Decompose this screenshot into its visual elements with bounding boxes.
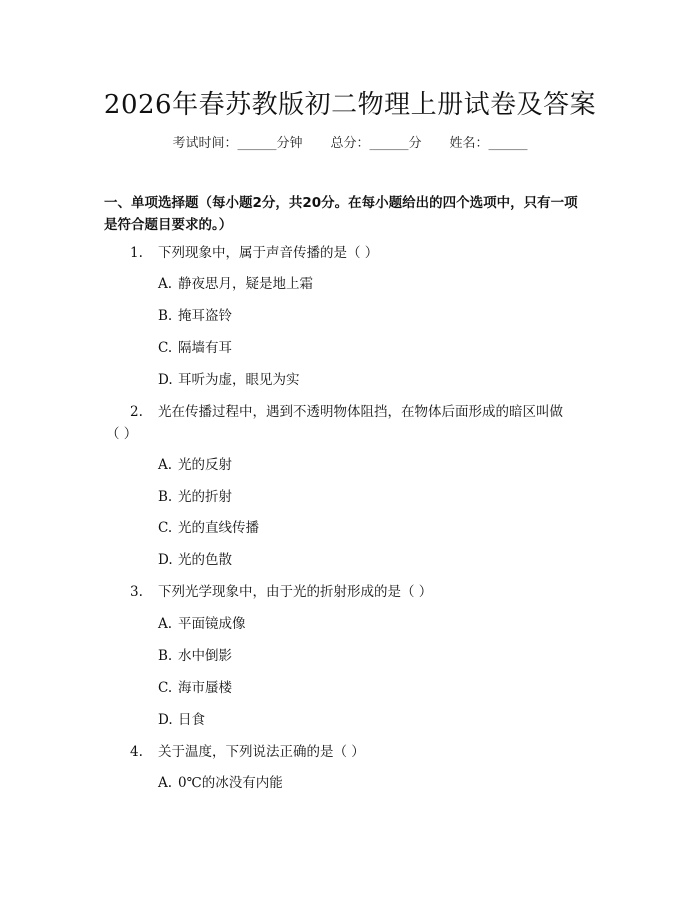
question-number: 1. <box>130 245 143 261</box>
question-4 <box>0 741 700 763</box>
option-1b: B. 掩耳盗铃 <box>158 308 232 324</box>
exam-time-field: 考试时间：______分钟 <box>172 136 303 151</box>
question-stem: 关于温度，下列说法正确的是（ ） <box>158 744 365 760</box>
option-1d: D. 耳听为虚，眼见为实 <box>158 372 300 388</box>
option-3b: B. 水中倒影 <box>158 648 232 664</box>
student-name-field: 姓名：______ <box>449 136 528 151</box>
option-2a: A. 光的反射 <box>158 457 232 473</box>
section-heading: 一、单项选择题（每小题2分，共20分。在每小题给出的四个选项中，只有一项 是符合题目要求的。） <box>104 195 578 233</box>
question-1 <box>0 242 700 264</box>
exam-meta <box>0 132 700 151</box>
option-3c: C. 海市蜃楼 <box>158 680 232 696</box>
question-number: 2. <box>130 404 143 420</box>
total-score-field: 总分：______分 <box>330 136 422 151</box>
option-1c: C. 隔墙有耳 <box>158 340 232 356</box>
question-number: 3. <box>130 584 143 600</box>
option-4a: A. 0℃的冰没有内能 <box>158 775 283 791</box>
question-2 <box>0 401 700 445</box>
option-2d: D. 光的色散 <box>158 552 232 568</box>
question-3 <box>0 581 700 603</box>
question-stem-continuation: （ ） <box>106 426 138 442</box>
option-1a: A. 静夜思月，疑是地上霜 <box>158 276 313 292</box>
option-3a: A. 平面镜成像 <box>158 616 246 632</box>
question-number: 4. <box>130 744 143 760</box>
option-2b: B. 光的折射 <box>158 489 232 505</box>
option-3d: D. 日食 <box>158 712 205 728</box>
option-2c: C. 光的直线传播 <box>158 520 259 536</box>
question-stem: 下列光学现象中，由于光的折射形成的是（ ） <box>158 584 433 600</box>
question-stem: 光在传播过程中，遇到不透明物体阻挡，在物体后面形成的暗区叫做 <box>158 404 563 420</box>
question-stem: 下列现象中，属于声音传播的是（ ） <box>158 245 379 261</box>
page-title: 2026年春苏教版初二物理上册试卷及答案 <box>103 90 597 120</box>
